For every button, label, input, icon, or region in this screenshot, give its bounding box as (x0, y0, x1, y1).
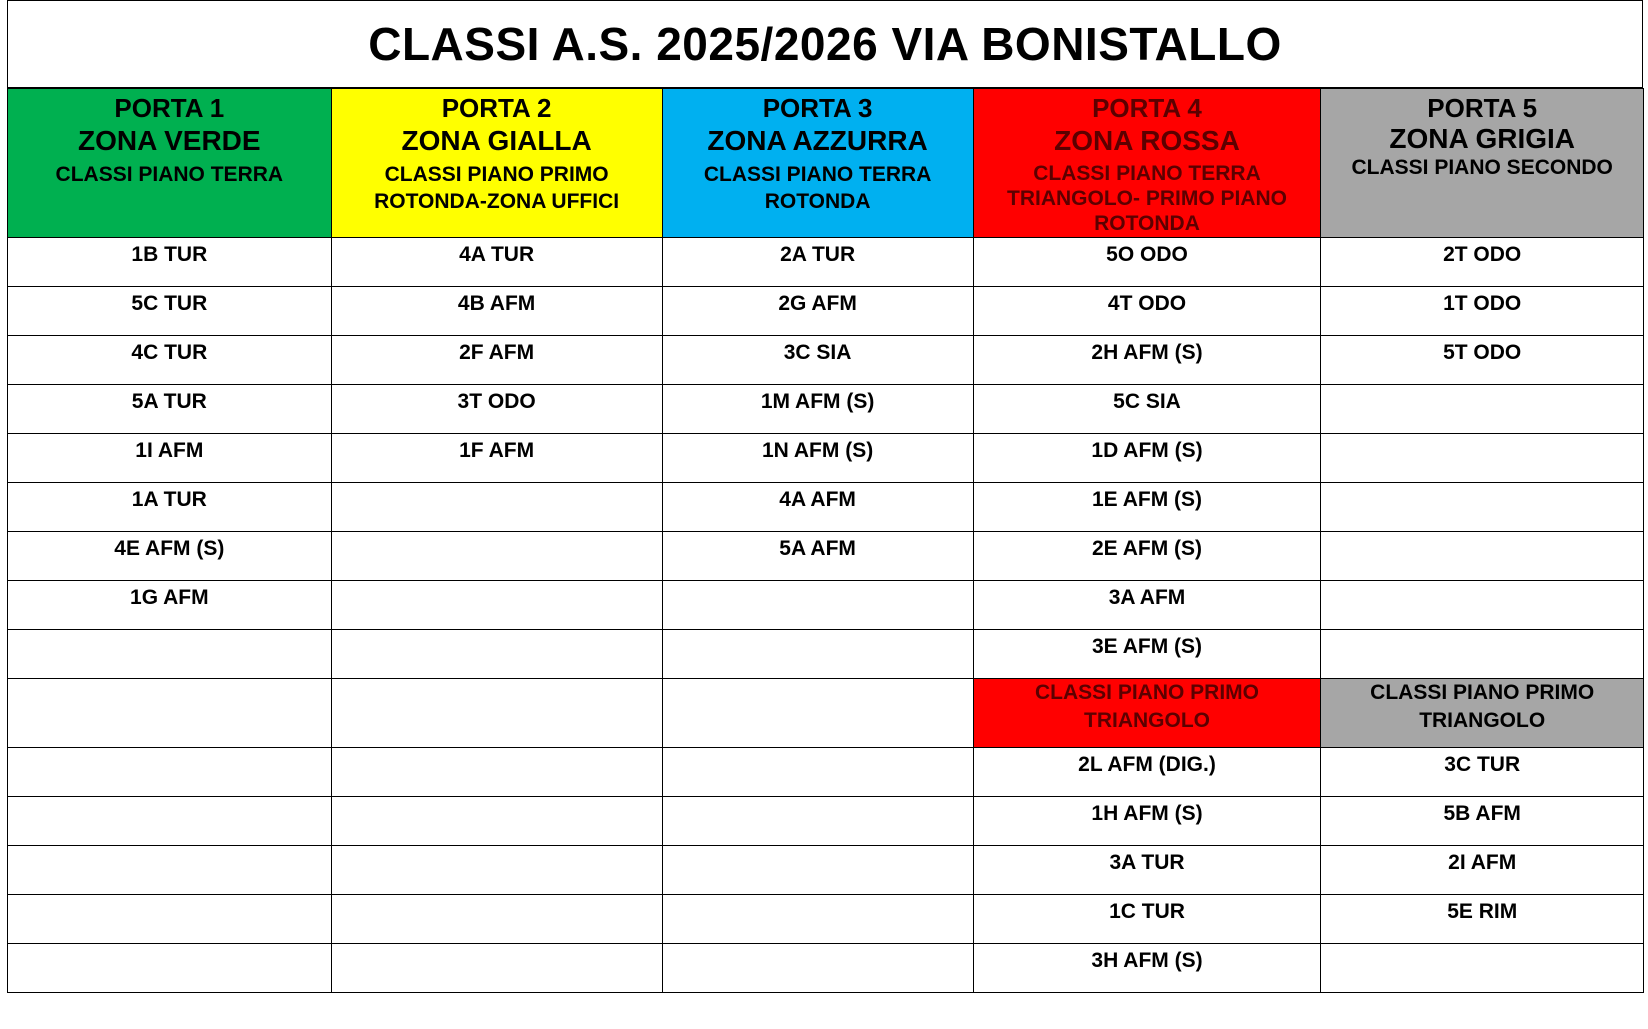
sub-header-label: TRIANGOLO (1084, 709, 1210, 732)
class-cell[interactable] (331, 846, 662, 895)
class-cell[interactable] (662, 630, 973, 679)
class-label (332, 483, 662, 489)
class-label (1321, 944, 1643, 950)
porta-label: PORTA 3 (762, 93, 873, 123)
class-label: 5O ODO (1106, 243, 1188, 266)
class-label (8, 944, 331, 950)
class-label: 5E RIM (1447, 900, 1518, 923)
class-cell[interactable] (1321, 581, 1644, 630)
table-row (8, 336, 1644, 385)
class-cell[interactable] (1321, 532, 1644, 581)
class-cell[interactable] (662, 238, 973, 287)
piano-label: CLASSI PIANO TERRA (703, 163, 932, 186)
class-cell[interactable] (331, 581, 662, 630)
table-row (8, 532, 1644, 581)
class-label: 1N AFM (S) (761, 439, 874, 462)
class-label: 1G AFM (130, 586, 209, 609)
zona-label: ZONA GRIGIA (1389, 123, 1575, 154)
table-row (8, 797, 1644, 846)
class-cell[interactable] (662, 581, 973, 630)
porta-3-header[interactable] (662, 89, 973, 238)
class-label: 3T ODO (457, 390, 536, 413)
class-label (8, 748, 331, 754)
class-label: 4T ODO (1107, 292, 1187, 315)
class-cell[interactable] (8, 581, 332, 630)
class-cell[interactable] (1321, 238, 1644, 287)
class-cell[interactable] (8, 483, 332, 532)
table-row (8, 238, 1644, 287)
class-cell[interactable] (973, 238, 1321, 287)
class-cell[interactable] (1321, 434, 1644, 483)
class-cell[interactable] (1321, 336, 1644, 385)
class-cell[interactable] (1321, 483, 1644, 532)
class-label: 2L AFM (DIG.) (1078, 753, 1216, 776)
sheet-title: CLASSI A.S. 2025/2026 VIA BONISTALLO (7, 0, 1643, 88)
porta-4-sub-header[interactable] (973, 679, 1321, 748)
table-row (8, 748, 1644, 797)
class-label: 4B AFM (457, 292, 536, 315)
class-label: 3E AFM (S) (1091, 635, 1203, 658)
class-cell[interactable] (331, 238, 662, 287)
piano-label: CLASSI PIANO TERRA (1033, 162, 1261, 185)
class-cell[interactable] (973, 532, 1321, 581)
porta-5-sub-header[interactable] (1321, 679, 1644, 748)
class-cell[interactable] (331, 944, 662, 993)
class-cell[interactable] (331, 630, 662, 679)
class-cell[interactable] (331, 385, 662, 434)
empty-cell[interactable] (8, 679, 332, 748)
sub-header-label: TRIANGOLO (1419, 709, 1546, 732)
class-cell[interactable] (8, 238, 332, 287)
class-cell[interactable] (8, 944, 332, 993)
class-label: 2F AFM (459, 341, 535, 364)
class-label (332, 846, 662, 852)
class-cell[interactable] (8, 895, 332, 944)
class-cell[interactable] (8, 532, 332, 581)
class-label: 1F AFM (459, 439, 535, 462)
piano-label: ROTONDA (1094, 212, 1200, 235)
class-label: 2E AFM (S) (1091, 537, 1203, 560)
class-cell[interactable] (662, 385, 973, 434)
class-cell[interactable] (1321, 748, 1644, 797)
class-label: 2A TUR (780, 243, 856, 266)
classes-table (7, 88, 1644, 993)
class-label (1321, 532, 1643, 538)
class-label: 5C TUR (131, 292, 208, 315)
sub-header-label: CLASSI PIANO PRIMO (1034, 681, 1260, 704)
piano-label: CLASSI PIANO SECONDO (1351, 156, 1613, 179)
class-label: 1D AFM (S) (1091, 439, 1203, 462)
class-label: 5A AFM (779, 537, 856, 560)
class-cell[interactable] (1321, 895, 1644, 944)
class-label: 5A TUR (131, 390, 207, 413)
class-cell[interactable] (8, 434, 332, 483)
class-cell[interactable] (331, 287, 662, 336)
piano-label: ROTONDA (764, 190, 871, 213)
class-cell[interactable] (973, 748, 1321, 797)
class-label: 5B AFM (1443, 802, 1521, 825)
table-row (8, 385, 1644, 434)
class-label (332, 797, 662, 803)
class-cell[interactable] (973, 287, 1321, 336)
class-label (332, 944, 662, 950)
porta-label: PORTA 1 (114, 93, 225, 123)
class-cell[interactable] (331, 748, 662, 797)
class-label: 4A AFM (779, 488, 856, 511)
class-cell[interactable] (662, 748, 973, 797)
class-label: 4E AFM (S) (114, 537, 225, 560)
class-label: 1M AFM (S) (760, 390, 875, 413)
zona-label: ZONA AZZURRA (707, 125, 928, 156)
porta-2-header[interactable] (331, 89, 662, 238)
piano-label: CLASSI PIANO PRIMO (384, 163, 609, 186)
class-label: 1E AFM (S) (1091, 488, 1203, 511)
class-label (1321, 385, 1643, 391)
class-cell[interactable] (331, 336, 662, 385)
porta-5-header[interactable] (1321, 89, 1644, 238)
class-cell[interactable] (973, 434, 1321, 483)
class-label (8, 630, 331, 636)
class-label: 1T ODO (1443, 292, 1522, 315)
class-cell[interactable] (8, 748, 332, 797)
class-label: 3A AFM (1108, 586, 1186, 609)
class-cell[interactable] (662, 483, 973, 532)
porta-label: PORTA 5 (1427, 93, 1538, 123)
class-cell[interactable] (662, 336, 973, 385)
empty-cell[interactable] (331, 679, 662, 748)
class-label (663, 581, 973, 587)
class-cell[interactable] (8, 336, 332, 385)
class-cell[interactable] (973, 944, 1321, 993)
class-cell[interactable] (973, 797, 1321, 846)
class-label (8, 797, 331, 803)
class-cell[interactable] (8, 287, 332, 336)
class-label (332, 581, 662, 587)
class-cell[interactable] (1321, 797, 1644, 846)
class-label: 2G AFM (778, 292, 857, 315)
class-label: 3A TUR (1109, 851, 1185, 874)
class-label: 5C SIA (1113, 390, 1181, 413)
sub-class-rows (8, 748, 1644, 993)
header-row (8, 89, 1644, 238)
table-row (8, 287, 1644, 336)
class-label: 1I AFM (135, 439, 204, 462)
class-cell[interactable] (8, 797, 332, 846)
class-cell[interactable] (331, 434, 662, 483)
class-label: 3C SIA (783, 341, 852, 364)
class-label (1321, 581, 1643, 587)
sub-header-label: CLASSI PIANO PRIMO (1370, 681, 1595, 704)
class-label (1321, 630, 1643, 636)
class-cell[interactable] (331, 797, 662, 846)
table-row (8, 434, 1644, 483)
class-cell[interactable] (1321, 944, 1644, 993)
porta-1-header[interactable] (8, 89, 332, 238)
class-label: 5T ODO (1443, 341, 1522, 364)
class-label: 1A TUR (131, 488, 207, 511)
table-row (8, 846, 1644, 895)
class-cell[interactable] (662, 532, 973, 581)
zona-label: ZONA VERDE (78, 125, 261, 156)
table-row (8, 581, 1644, 630)
class-cell[interactable] (973, 336, 1321, 385)
porta-label: PORTA 2 (441, 93, 552, 123)
class-label: 3H AFM (S) (1091, 949, 1203, 972)
class-cell[interactable] (8, 846, 332, 895)
class-cell[interactable] (973, 483, 1321, 532)
class-cell[interactable] (1321, 385, 1644, 434)
table-row (8, 944, 1644, 993)
piano-label: ROTONDA-ZONA UFFICI (374, 190, 620, 213)
class-label (8, 895, 331, 901)
porta-4-header[interactable] (973, 89, 1321, 238)
class-cell[interactable] (331, 895, 662, 944)
class-cell[interactable] (973, 385, 1321, 434)
class-label (663, 895, 973, 901)
class-cell[interactable] (973, 846, 1321, 895)
table-row (8, 895, 1644, 944)
class-cell[interactable] (662, 846, 973, 895)
class-label (663, 846, 973, 852)
class-label: 2H AFM (S) (1091, 341, 1203, 364)
class-label: 1C TUR (1109, 900, 1185, 923)
class-cell[interactable] (8, 630, 332, 679)
class-label: 2T ODO (1443, 243, 1522, 266)
class-cell[interactable] (1321, 287, 1644, 336)
class-label (663, 797, 973, 803)
piano-label: CLASSI PIANO TERRA (55, 163, 284, 186)
class-cell[interactable] (662, 895, 973, 944)
table-row (8, 483, 1644, 532)
class-label (663, 944, 973, 950)
class-label (663, 630, 973, 636)
class-label (332, 532, 662, 538)
class-label (1321, 483, 1643, 489)
class-cell[interactable] (331, 483, 662, 532)
class-label (332, 748, 662, 754)
class-cell[interactable] (973, 630, 1321, 679)
class-label (332, 895, 662, 901)
class-label: 4C TUR (131, 341, 208, 364)
class-cell[interactable] (662, 797, 973, 846)
class-label: 1H AFM (S) (1091, 802, 1203, 825)
class-cell[interactable] (662, 287, 973, 336)
class-cell[interactable] (662, 434, 973, 483)
class-cell[interactable] (1321, 630, 1644, 679)
class-label: 2I AFM (1448, 851, 1517, 874)
class-cell[interactable] (1321, 846, 1644, 895)
piano-label: TRIANGOLO- PRIMO PIANO (1007, 187, 1287, 210)
empty-cell[interactable] (662, 679, 973, 748)
class-label (8, 846, 331, 852)
class-label: 4A TUR (459, 243, 535, 266)
zona-label: ZONA ROSSA (1054, 125, 1240, 156)
class-label (1321, 434, 1643, 440)
class-cell[interactable] (662, 944, 973, 993)
class-label (332, 630, 662, 636)
class-cell[interactable] (973, 895, 1321, 944)
class-label (663, 748, 973, 754)
zona-label: ZONA GIALLA (401, 125, 592, 156)
porta-label: PORTA 4 (1092, 93, 1202, 123)
class-label: 3C TUR (1444, 753, 1521, 776)
class-cell[interactable] (973, 581, 1321, 630)
sub-header-row (8, 679, 1644, 748)
class-label: 1B TUR (131, 243, 208, 266)
class-cell[interactable] (8, 385, 332, 434)
class-rows (8, 238, 1644, 679)
table-row (8, 630, 1644, 679)
class-cell[interactable] (331, 532, 662, 581)
